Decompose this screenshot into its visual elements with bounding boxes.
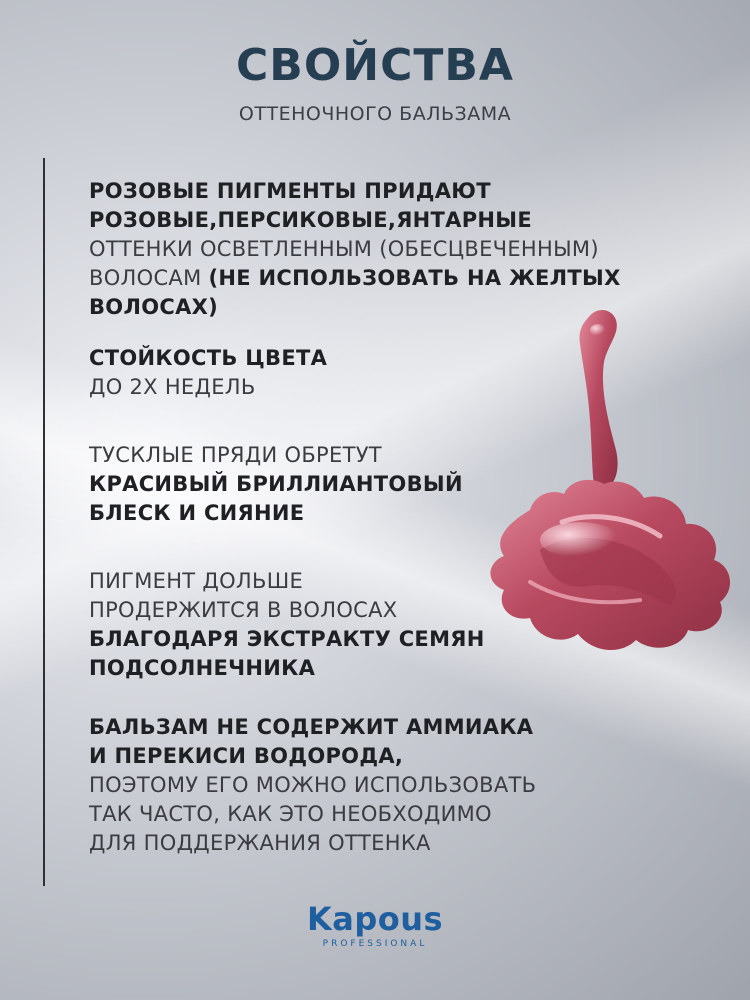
regular-text: ОТТЕНКИ ОСВЕТЛЕННЫМ (ОБЕСЦВЕЧЕННЫМ) [89, 237, 599, 261]
regular-text: ТУСКЛЫЕ ПРЯДИ ОБРЕТУТ [89, 443, 382, 467]
bold-text: БАЛЬЗАМ НЕ СОДЕРЖИТ АММИАКА [89, 715, 534, 739]
bold-text: ПОДСОЛНЕЧНИКА [89, 656, 316, 680]
bold-text: СТОЙКОСТЬ ЦВЕТА [89, 346, 328, 370]
bold-text: РОЗОВЫЕ,ПЕРСИКОВЫЕ,ЯНТАРНЫЕ [89, 208, 532, 232]
brand-sub: PROFESSIONAL [322, 939, 428, 949]
property-line [89, 800, 629, 829]
property-line [89, 713, 629, 742]
property-line [89, 177, 629, 206]
bold-text: БЛЕСК И СИЯНИЕ [89, 501, 305, 525]
property-line [89, 742, 629, 771]
property-line [89, 829, 629, 858]
regular-text: ВОЛОСАМ [89, 266, 209, 290]
bold-text: (НЕ ИСПОЛЬЗОВАТЬ НА ЖЕЛТЫХ [208, 266, 621, 290]
property-line [89, 771, 629, 800]
bold-text: И ПЕРЕКИСИ ВОДОРОДА, [89, 744, 404, 768]
property-block-ammonia-free [89, 713, 629, 858]
brand-logo [0, 900, 750, 949]
property-line [89, 235, 629, 264]
regular-text: ДО 2Х НЕДЕЛЬ [89, 375, 256, 399]
property-line [89, 264, 629, 293]
bold-text: ВОЛОСАХ) [89, 295, 219, 319]
regular-text: ПОЭТОМУ ЕГО МОЖНО ИСПОЛЬЗОВАТЬ [89, 773, 537, 797]
regular-text: ДЛЯ ПОДДЕРЖАНИЯ ОТТЕНКА [89, 831, 431, 855]
bold-text: РОЗОВЫЕ ПИГМЕНТЫ ПРИДАЮТ [89, 179, 491, 203]
brand-name: Kapous [306, 900, 444, 938]
bold-text: БЛАГОДАРЯ ЭКСТРАКТУ СЕМЯН [89, 627, 485, 651]
page-subtitle: ОТТЕНОЧНОГО БАЛЬЗАМА [238, 103, 512, 125]
regular-text: ПИГМЕНТ ДОЛЬШЕ [89, 569, 304, 593]
page-title: СВОЙСТВА [236, 40, 514, 91]
regular-text: ТАК ЧАСТО, КАК ЭТО НЕОБХОДИМО [89, 802, 492, 826]
vertical-divider [43, 158, 45, 886]
property-line [89, 206, 629, 235]
bold-text: КРАСИВЫЙ БРИЛЛИАНТОВЫЙ [89, 472, 463, 496]
pink-balm-drop-icon [470, 300, 740, 680]
regular-text: ПРОДЕРЖИТСЯ В ВОЛОСАХ [89, 598, 398, 622]
